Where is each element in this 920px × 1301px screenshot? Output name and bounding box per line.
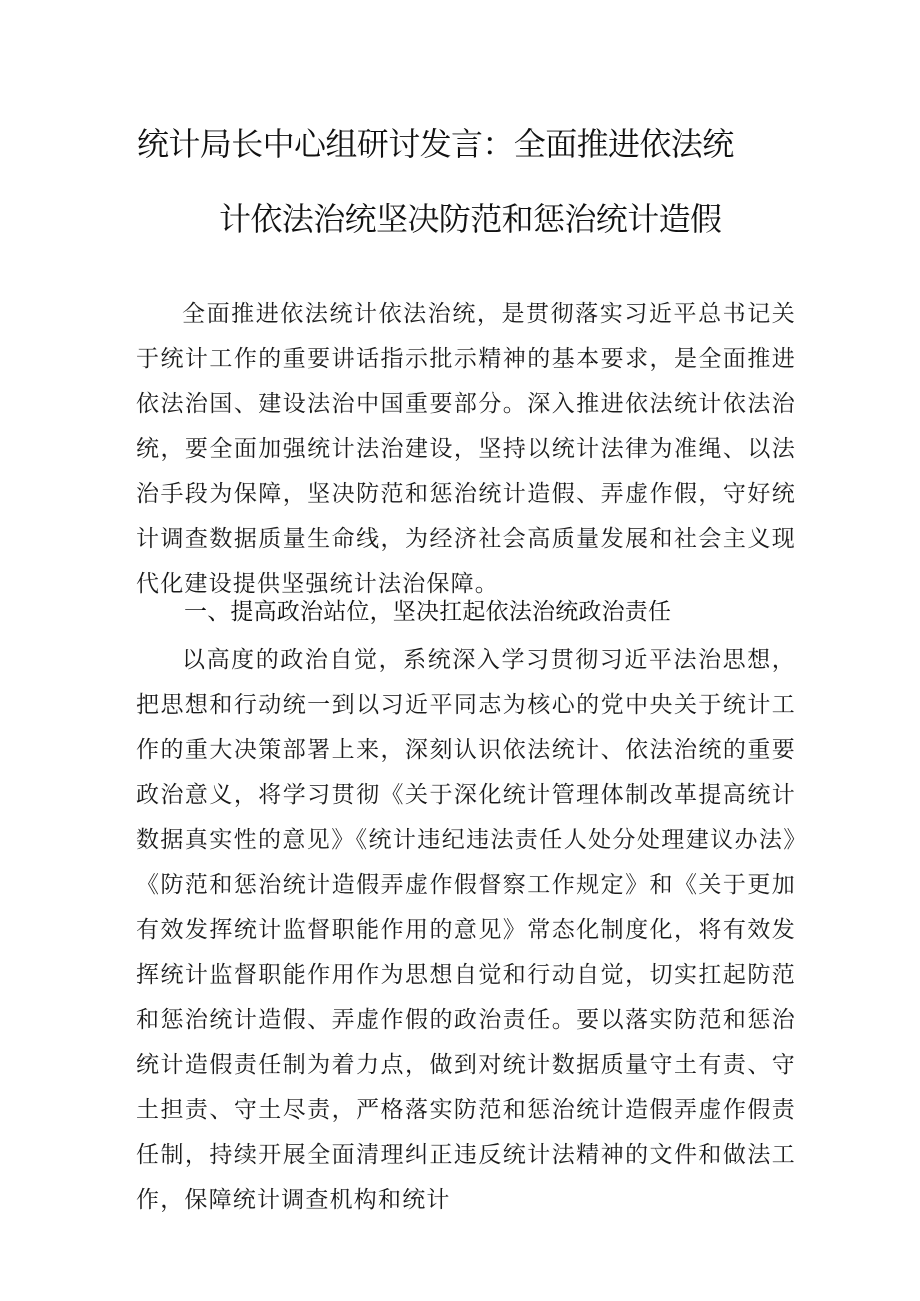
document-title-line-2: 计依法治统坚决防范和惩治统计造假 bbox=[219, 200, 722, 238]
section-heading-1: 一、提高政治站位，坚决扛起依法治统政治责任 bbox=[184, 599, 672, 625]
paragraph-section-1: 以高度的政治自觉，系统深入学习贯彻习近平法治思想，把思想和行动统一到以习近平同志为核心的党中央关于统计工作的重大决策部署上来，深刻认识依法统计、依法治统的重要政治意义，将学习贯彻《关于深化统计管理体制改革提高统计数据真实性的意见》《统计违纪违法责任人处分处理建议办法》《防范和惩治统计造假弄虚作假督察工作规定》和《关于更加有效发挥统计监督职能作用的意见》常态化制度化，将有效发挥统计监督职能作用作为思想自觉和行动自觉，切实扛起防范和惩治统计造假、弄虚作假的政治责任。要以落实防范和惩治统计造假责任制为着力点，做到对统计数据质量守土有责、守土担责、守土尽责，严格落实防范和惩治统计造假弄虚作假责任制，持续开展全面清理纠正违反统计法精神的文件和做法工作，保障统计调查机构和统计 bbox=[136, 647, 796, 1213]
document-title-line-1: 统计局长中心组研讨发言：全面推进依法统 bbox=[137, 125, 734, 163]
paragraph-intro: 全面推进依法统计依法治统，是贯彻落实习近平总书记关于统计工作的重要讲话指示批示精神的基本要求，是全面推进依法治国、建设法治中国重要部分。深入推进依法统计依法治统，要全面加强统计法治建设，坚持以统计法律为准绳、以法治手段为保障，坚决防范和惩治统计造假、弄虚作假，守好统计调查数据质量生命线，为经济社会高质量发展和社会主义现代化建设提供坚强统计法治保障。 bbox=[136, 301, 796, 597]
